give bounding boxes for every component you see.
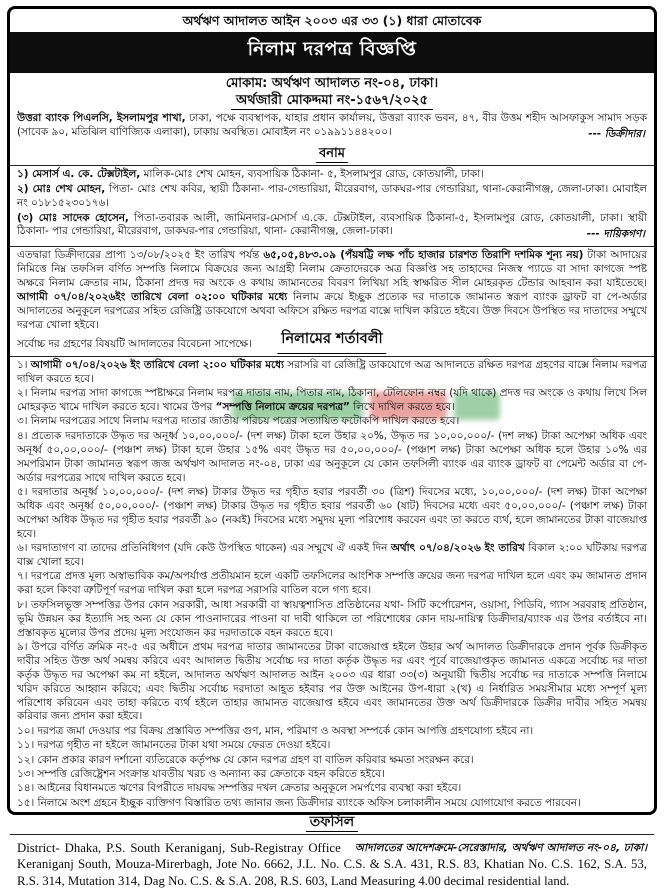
decree-holder-tag: --- ডিক্রীদার। (588, 127, 645, 140)
term-item: ১০। দরপত্র জমা দেওয়ার পর বিক্রয় প্রস্তাবিত সম্পত্তির গুণ, মান, পরিমাণ ও অবস্থা সম্পর্কে কোন আপত্তি গ্রহণযোগ্য হইবে না। (17, 724, 534, 737)
terms-list (10, 359, 654, 811)
term-item: ১। আগামী ০৭/০৪/২০২৬ ইং তারিখে বেলা ২:০০ ঘটিকার মধ্যে সরাসরি বা রেজিষ্ট্রি ডাকযোগে অত্র আদালতে রক্ষিত দরপত্র গ্রহণের বাক্সে নিলাম দরপত্র দাখিল করতে হবে। (17, 358, 648, 385)
schedule-text: District- Dhaka, P.S. South Keraniganj, Sub-Registray Office Keraniganj South, Mouza-Mirerbagh, Jote No. 6662, J.L. No. C.S. & S.A. 431, R.S. 83, Khatian No. C.S. 162, S.A. 53, R.S. 314, Mutation 314, Dag No. C.S. & S.A. 208, R.S. 603, Land Measuring 4.00 decimal residential land. (17, 840, 647, 888)
schedule-section (10, 837, 654, 893)
term-item: ৩। নিলাম দরপত্রের সাথে নিলাম দরপত্র দাতার জাতীয় পরিচয় পত্রের সত্যায়িত ফটোকপি দাখিল করতে হবে। (17, 415, 460, 428)
notice-last-line: সর্বোচ্চ দর গ্রহণের বিষয়টি আদালতের বিবেচনা সাপেক্ষে। (17, 337, 252, 350)
schedule-heading: তফসিল (306, 814, 358, 832)
divider (10, 834, 654, 835)
divider (10, 356, 654, 357)
notice-last-row (17, 330, 647, 354)
term-item: ১৩। সম্পত্তি রেজিষ্ট্রেশন সংক্রান্ত যাবতীয় খরচ ও অন্যান্য কর ক্রেতাকে বহন করিতে হইবে। (17, 768, 385, 781)
plaintiff-details: ঢাকা, পক্ষে ব্যবস্থাপক, যাহার প্রধান কার্যালয়, উত্তরা ব্যাংক ভবন, ৪৭, বীর উত্তম শহীদ আসফাকুস সামাদ সড়ক (সাবেক ৯০, মতিঝিল বাণিজ্যিক এলাকা), ঢাকায় অবস্থিত। মোবাইল নং ০১৯৯১১৪৪২০০। (17, 112, 647, 138)
term-item: ২। নিলাম দরপত্র সাদা কাগজে স্পষ্টাক্ষরে নিলাম দরপত্র দাতার নাম, পিতার নাম, ঠিকানা, টেলিফোন নম্বর (যদি থাকে) প্রদত্ত দর অংকে ও কথায় লিখে সিল মোহরকৃত খামে দাখিল করতে হবে। খামের উপর “সম্পত্তি নিলামে ক্রয়ের দরপত্র” লিখে দাখিল করতে হবে। (17, 387, 647, 413)
term-item: ৮। তফসিলভূক্ত সম্পত্তির উপর কোন সরকারী, আধা সরকারী বা স্বায়ত্বশাসিত প্রতিষ্ঠানের যথা- সিটি কর্পোরেশন, ওয়াসা, পিডিবি, গ্যাস সরবরাহ প্রতিষ্ঠান, ভূমি উন্নয়ন কর ইত্যাদি সহ অন্য যে কোন পাওনাদারের পাওনা বা দাবী থাকিলে তা পরিশোধের কোন দায়-দায়িত্ব ডিক্রীদার/ব্যাংক এর উপর বর্তাইবে না। প্রস্তাবকৃত মূল্যের উপর প্রদেয় মূল্য সংযোজন কর দরদাতাকে বহন করতে হবে। (17, 598, 647, 639)
term-item: ১১। দরপত্র গৃহীত না হইলে জামানতের টাকা যথা সময়ে ফেরত দেওয়া হইবে। (17, 739, 331, 752)
court-line: মোকাম: অর্থঋণ আদালত নং-০৪, ঢাকা। (225, 76, 439, 91)
notice-paragraph: এতদ্বারা ডিক্রীদারের প্রাপ্য ১৩/০৮/২০২৫ ইং তারিখ পর্যন্ত ৬৫,০৫,৪৮৩.০৯ (পঁয়ষট্টি লক্ষ পাঁচ হাজার চারশত তিরাশি দশমিক শূন্য নয়) টাকা আদায়ের নিমিত্তে নিম্ন তফসিল বর্ণিত সম্পত্তি নিলামে বিক্রয়ের জন্য আগ্রহী নিলাম ক্রেতাদেরকে অত্র বিজ্ঞপ্তি সহ তাহাদের নিজস্ব প্যাডে বা সাদা কাগজে স্পষ্ট অক্ষরে নিলাম ক্রেতার নাম, ঠিকানা প্রদত্ত দর অংকে ও কথায় জামানতের বিবরণ লিখিয়া সহি স্বাক্ষরিত সীল মোহরকৃত টেন্ডার আহবান করা যাইতেছে। আগামী ০৭/০৪/২০২৬ইং তারিখে বেলা ০২:০০ ঘটিকার মধ্যে নিলাম ক্রয়ে ইচ্ছুক প্রত্যেক দর দাতাকে জামানত স্বরূপ ব্যাংক ড্রাফট বা পে-অর্ডার আদালতের অনুকূলে দরপত্রের সহিত রেজিষ্ট্রি ডাকযোগে অথবা অফিসে রক্ষিত দরপত্র বাক্সে দাখিল করিতে হইবে। উক্ত দিবসে উপস্থিত দর দাতাদের সম্মুখে দরপত্র খোলা হইবে। (17, 249, 648, 331)
court-signature: আদালতের আদেশক্রমে-সেরেস্তাদার, অর্থঋণ আদালত নং-০৪, ঢাকা। (354, 841, 647, 854)
defendant-name: ২) মোঃ শেখ মোহন, (17, 182, 106, 195)
defendant-name: ১) মেসার্স এ. কে. টেক্সটাইল, (17, 167, 141, 180)
term-item: ১৪। আইনের বিধানমতে ঋণের বিপরীতে দায়বদ্ধ সম্পত্তির দখল ক্রেতার অনুকূলে সমর্পণের ব্যবস্থা করা হইবে। (17, 782, 462, 795)
term-item: ৭। দরপত্রে প্রদত্ত মূল্য অস্বাভাবিক কম/অপর্যাপ্ত প্রতীয়মান হলে একটি তফসিলের আংশিক সম্পত্তি ক্রয়ের জন্য দরপত্র দাখিল হলে এবং কম জামানত প্রদান করা হলে কিংবা ত্রুটিপূর্ণ দরপত্র দাখিল করা হলে দরপত্র সরাসরি বাতিল বলে গণ্য হবে। (17, 570, 647, 597)
term-item: ৫। দরদাতার অনূর্ধ্ব ১০,০০,০০০/- (দশ লক্ষ) টাকার উদ্ধৃত দর গৃহীত হবার পরবর্তী ৩০ (ত্রিশ) দিবসের মধ্যে, ১০,০০,০০০/- (দশ লক্ষ) টাকা অপেক্ষা অধিক এবং অনূর্ধ্ব ৫০,০০,০০০/- (পঞ্চাশ লক্ষ) টাকার উদ্ধৃত দর গৃহীত হবার পরবর্তী ৬০ (ষাট) দিবসের মধ্যে এবং ৫০,০০,০০০/- (পঞ্চাশ লক্ষ) টাকা অপেক্ষা অধিক উদ্ধৃত দর গৃহীত হবার পরবর্তী ৯০ (নব্বই) দিবসের মধ্যে সমুদয় মূল্য পরিশোধ করবেন এবং তা করতে ব্যর্থ, হলে জামানতের টাকা বাজেয়াপ্ত হবে। (17, 485, 647, 540)
defendant-details: মালিক-মোঃ শেখ মোহন, ব্যবসায়িক ঠিকানা- ৫, ইসলামপুর রোড, কোতয়ালী, ঢাকা। (140, 167, 484, 180)
terms-heading: নিলামের শর্তাবলী (277, 328, 386, 354)
term-item: ১২। কোন প্রকার কারণ দর্শানো ব্যতিরেকে কর্তৃপক্ষ যে কোন দরপত্র গ্রহণ বা বাতিল করিবার ক্ষমতা সংরক্ষন করে। (17, 753, 474, 766)
divider (10, 165, 654, 166)
defendant-item (17, 183, 647, 211)
versus-label: বনাম (316, 146, 348, 163)
schedule-heading-row (10, 813, 654, 832)
plaintiff-bank-name: উত্তরা ব্যাংক পিএলসি, ইসলামপুর শাখা, (17, 112, 186, 124)
notice-title-bar (10, 32, 654, 73)
case-number-line (10, 92, 654, 110)
term-item: ৯। উপরে বর্ণিত ক্রমিক নং-৫ এর অধীনে প্রথম দরপত্র দাতার জামানতের টাকা বাজেয়াপ্ত হইলে উহার অর্থ আদালত ডিক্রীদারকে প্রদান পূর্বক ডিক্রীকৃত দাবীর সহিত উক্ত অর্থ সমন্বয় করিবে এবং আদালত দ্বিতীয় সর্বোচ্চ দর দাতা কর্তৃক উদ্ধৃত দর এবং পূর্বে বাজেয়াপ্তকৃত জামানত একত্রে সর্বোচ্চ দর দাতা কর্তৃক উদ্ধৃত দর অপেক্ষা কম না হইলে, আদালত অর্থঋণ আদালত আইন ২০০৩ এর ধারা ৩৩(৩) অনুযায়ী দ্বিতীয় সর্বোচ্চ দর দাতাকে সম্পত্তি নিলামে খরিদ করিতে আহ্বান করিবে; এবং দ্বিতীয় সর্বোচ্চ দরদাতা আহূত হইবার পর উক্ত আইনের উপ-ধারা ২(খ) এ নির্ধারিত সময়সীমার মধ্যে সম্পূর্ণ মূল্য পরিশোধ করিবেন এবং তাহা করিতে ব্যর্থ হইলে তাহার জামানত বাজেয়াপ্ত হইবে এবং জামানতের উক্ত অর্থ ডিক্রীদারকে ডিক্রীর দাবীর সহিত সমন্বয় করিবার জন্য প্রদান করা হইবে। (17, 640, 647, 723)
plaintiff-section (10, 112, 654, 163)
case-number: অর্থজারী মোকদ্দমা নং-১৫৬৭/২০২৫ (231, 93, 433, 110)
notice-body-section (10, 249, 654, 353)
term-item: ৪। প্রত্যেক দরদাতাকে উদ্ধৃত দর অনূর্ধ্ব ১০,০০,০০০/- (দশ লক্ষ) টাকা হলে উহার ২০%, উদ্ধৃত দর ১০,০০,০০০/- (দশ লক্ষ) টাকা অপেক্ষা অধিক এবং অনূর্ধ্ব ৫০,০০,০০০/- (পঞ্চাশ লক্ষ) টাকা হলে উহার ১৫% এবং উদ্ধৃত দর ৫০,০০,০০০/- (পঞ্চাশ লক্ষ) টাকা অপেক্ষা অধিক হলে উহার ১০% এর সমপরিমান টাকা জামানত স্বরূপ জজ অর্থঋণ আদালত নং-০৪, ঢাকা এর অনুকূলে যে কোন তফসিলী ব্যাংক এর ব্যাংক ড্রাফট বা পেমেন্ট অর্ডার বা পে-অর্ডার দরপত্রের সাথে দাখিল করতে হবে। (17, 429, 647, 484)
term-item: ১৫। নিলামে অংশ গ্রহনে ইচ্ছুক ব্যক্তিগণ বিস্তারিত তথ্য জানার জন্য ডিক্রীদার ব্যাংকে অফিস চলাকালীন সময়ে যোগাযোগ করতে পারবেন। (17, 796, 581, 809)
notice-title: নিলাম দরপত্র বিজ্ঞপ্তি (247, 38, 417, 60)
defendant-details: পিতা- মোঃ শেখ কবির, স্থায়ী ঠিকানা- পার-গেন্ডারিয়া, মীরেরবাগ, ডাকঘর-পার গেন্ডারিয়া, থানা-কেরানীগঞ্জ, জেলা-ঢাকা। মোবাইল নং ০১৮১৫২৩০১৭৬। (17, 182, 647, 209)
versus-heading (17, 145, 647, 163)
defendant-item (17, 168, 647, 182)
term-item: ৬। দরদাতাগণ বা তাদের প্রতিনিধিগণ (যদি কেউ উপস্থিত থাকেন) এর সম্মুখে ঐ একই দিন অর্থাৎ ০৭/০৪/২০২৬ ইং তারিখ বিকাল ২:০০ ঘটিকায় দরপত্র বাক্স খোলা হবে। (17, 542, 647, 568)
notice-frame (7, 6, 657, 888)
defendant-details: পিতা-তবারক আলী, জামিনদার-মেসার্স এ.কে. টেক্সটাইল, ব্যবসায়িক ঠিকানা-৫, ইসলামপুর রোড, কোতয়ালী, ঢাকা। স্থায়ী ঠিকানা- পার গেন্ডারিয়া, মীরেরবাগ, ডাকঘর-পার গেন্ডারিয়া, থানা- কেরানীগঞ্জ, জেলা-ঢাকা। (17, 211, 647, 238)
defendant-name: (৩) মোঃ সাদেক হোসেন, (17, 211, 129, 224)
judgment-debtors-tag: --- দায়িকগণ। (586, 228, 645, 241)
law-reference-line: অর্থঋণ আদালত আইন ২০০৩ এর ৩৩ (১) ধারা মোতাবেক (182, 13, 482, 28)
divider (10, 246, 654, 247)
